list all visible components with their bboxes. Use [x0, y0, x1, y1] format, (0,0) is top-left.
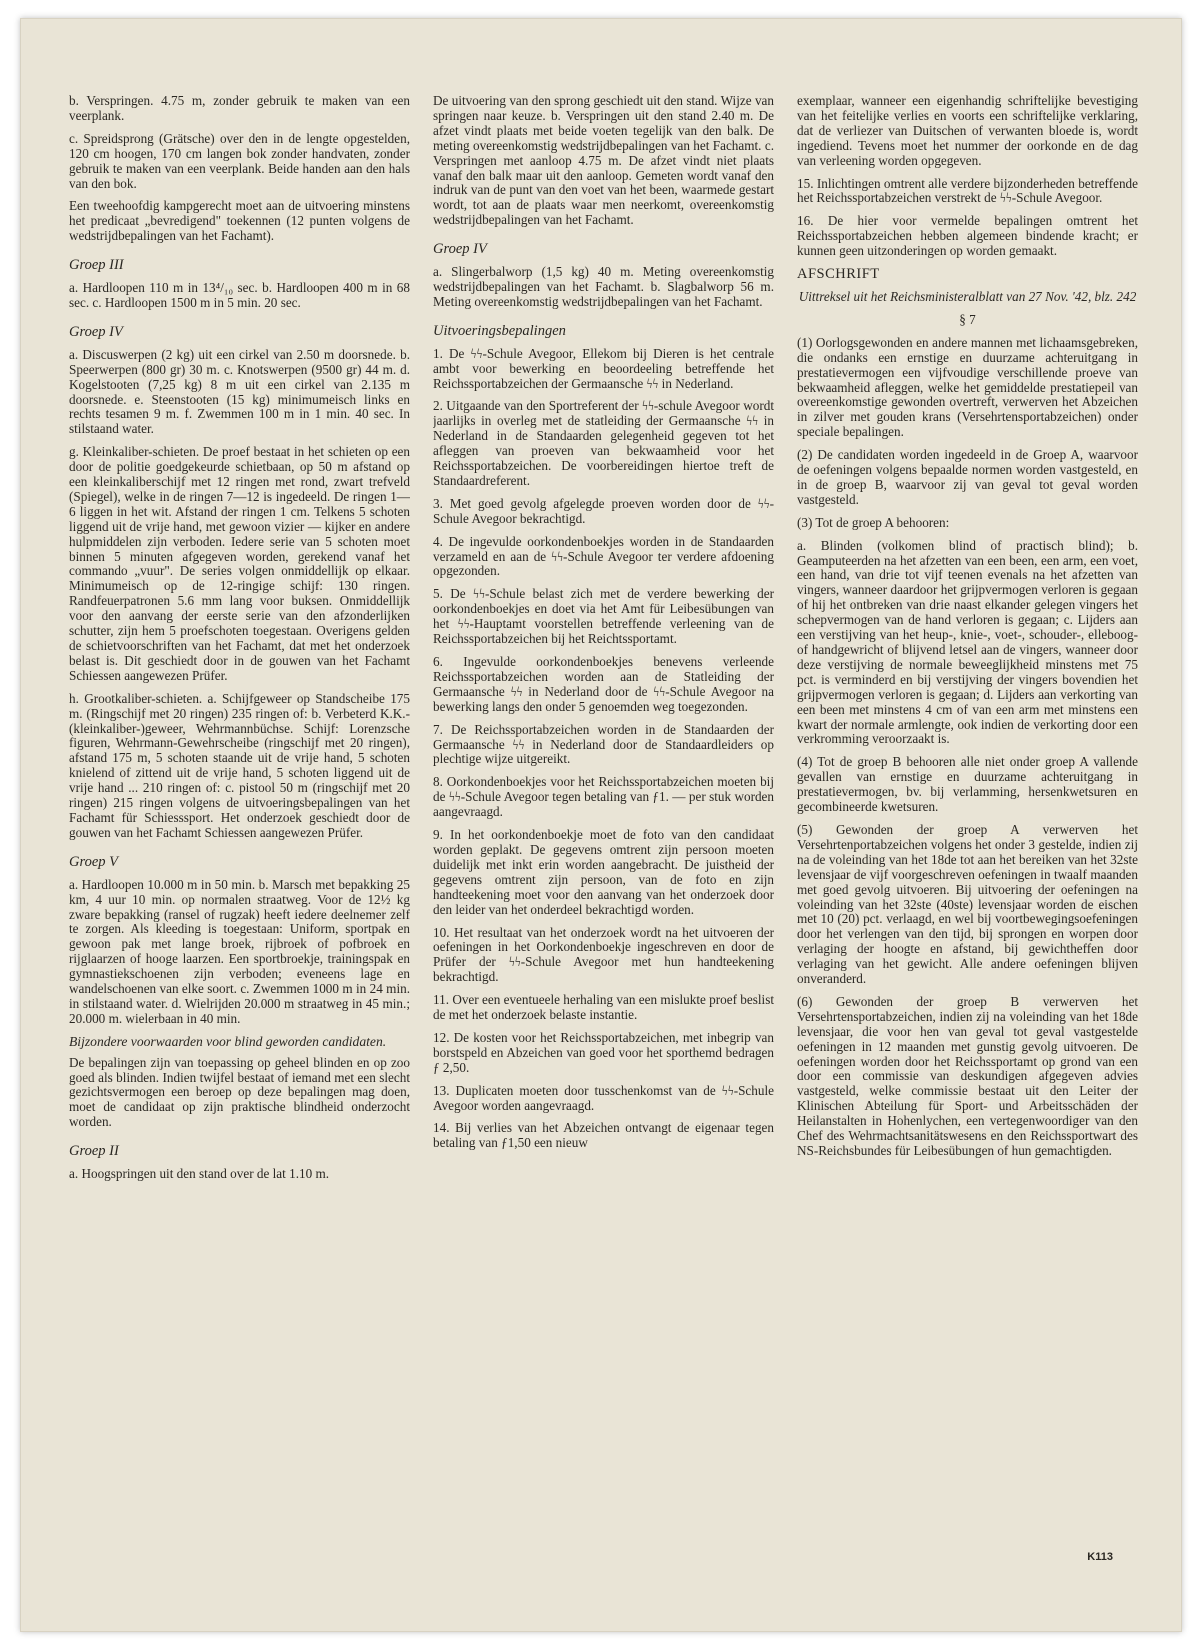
paragraph: De bepalingen zijn van toepassing op geheel blinden en op zoo goed als blinden. Indien twijfel bestaat of iemand met een slecht gezichtsvermogen een beroep op deze bepalingen mag doen, moet de candidaat op zijn praktische blindheid onderzocht worden.: [69, 1054, 410, 1130]
paragraph: 5. De ϟϟ-Schule belast zich met de verdere bewerking der oorkondenboekjes en doet via het Amt für Leibesübungen van het ϟϟ-Hauptamt voorstellen betreffende verleening van de Reichssportabzeichen bij het Reichtssportamt.: [433, 586, 774, 647]
paragraph: 6. Ingevulde oorkondenboekjes benevens verleende Reichssportabzeichen worden aan de Statleiding der Germaansche ϟϟ in Nederland door de ϟϟ-Schule Avegoor na bewerking langs den onder 5 genoemden weg toegezonden.: [433, 654, 774, 714]
section-heading: Uitvoeringsbepalingen: [433, 322, 566, 339]
paragraph: a. Blinden (volkomen blind of practisch blind); b. Geamputeerden na het afzetten van een been, een arm, een voet, een hand, van drie tot vijf teenen evenals na het afzetten van vingers, wanneer daardoor het grijpvermogen verloren is gegaan of hij het ontbreken van drie naast elkander gelegen vingers het schepvermogen van de hand verloren is gegaan; c. Lijders aan een verstijving van het heup-, knie-, voet-, schouder-, elleboog- of handgewricht of blijvend letsel aan de vingers, wanneer door deze verstijving de normale beweeglijkheid minstens met 75 pct. is verminderd en bij verstijving der vingers bovendien het grijpvermogen verloren is gegaan; d. Lijders aan verkorting van een been met minstens 4 cm of van een arm met minstens een kwart der normale armlengte, ook indien de verkorting door een verkromming veroorzaakt is.: [797, 537, 1138, 747]
paragraph: a. Hardloopen 110 m in 13⁴/₁₀ sec. b. Hardloopen 400 m in 68 sec. c. Hardloopen 1500 m in 5 min. 20 sec.: [69, 280, 410, 310]
section-heading: Groep IV: [69, 323, 123, 340]
column-right: [797, 94, 1138, 1584]
paragraph: 4. De ingevulde oorkondenboekjes worden in de Standaarden verzameld en aan de ϟϟ-Schule Avegoor ter verdere afdoening opgezonden.: [433, 533, 774, 579]
section-heading: Groep V: [69, 853, 118, 870]
paragraph: 11. Over een eventueele herhaling van een mislukte proef beslist de met het onderzoek belaste instantie.: [433, 992, 774, 1023]
column-left: [69, 94, 410, 1584]
paragraph: 12. De kosten voor het Reichssportabzeichen, met inbegrip van borstspeld en Abzeichen van goed voor het sporthemd bedragen ƒ 2,50.: [433, 1029, 774, 1075]
page-label: K113: [1087, 1551, 1113, 1563]
paragraph: (4) Tot de groep B behooren alle niet onder groep A vallende gevallen van ernstige en duurzame achteruitgang in prestatievermogen, bv. bij verlamming, hersenkwetsuren en gecombineerde kwetsuren.: [797, 754, 1138, 815]
paragraph: De uitvoering van den sprong geschiedt uit den stand. Wijze van springen naar keuze. b. Verspringen uit den stand 2.40 m. De afzet vindt plaats met beide voeten tegelijk van den balk. De meting overeenkomstig wedstrijdbepalingen van het Fachamt. c. Verspringen met aanloop 4.75 m. De afzet vindt niet plaats vanaf den balk maar uit den aanloop. Gemeten wordt vanaf den indruk van de punt van den voet van het been, waarmede gestart wordt, tot aan de plaats waar men neerkomt, overeenkomstig wedstrijdbepalingen van het Fachamt.: [433, 94, 774, 228]
section-heading: Groep III: [69, 257, 124, 274]
paragraph: a. Hardloopen 10.000 m in 50 min. b. Marsch met bepakking 25 km, 4 uur 10 min. op normalen straatweg. Voor de 12½ kg zware bepakking (ransel of rugzak) heeft iedere deelnemer zelf te zorgen. Als kleeding is toegestaan: Uniform, sportpak en gewoon pak met lange broek, rijbroek of pofbroek en rijglaarzen of hooge laarzen. Een sportbroekje, trainingspak en gymnastiekschoenen zijn verboden; eveneens lage en wandelschoenen van elke soort. c. Zwemmen 1000 m in 24 min. in stilstaand water. d. Wielrijden 20.000 m straatweg in 45 min.; 20.000 m. wielerbaan in 40 min.: [69, 876, 410, 1026]
paragraph: 13. Duplicaten moeten door tusschenkomst van de ϟϟ-Schule Avegoor worden aangevraagd.: [433, 1082, 774, 1113]
paragraph: g. Kleinkaliber-schieten. De proef bestaat in het schieten op een door de politie goedgekeurde schietbaan, op 50 m afstand op een kleinkaliberschijf met 12 ringen met rond, zwart trefveld (Spiegel), welke in de ringen 7—12 is ingedeeld. De ringen 1—6 liggen in het wit. Afstand der ringen 1 cm. Telkens 5 schoten liggend uit de vrije hand, met gewoon vizier — kijker en andere hulpmiddelen zijn verboden. Iedere serie van 5 schoten moet binnen 5 minuten afgegeven worden, gerekend vanaf het commando „vuur". De series volgen onmiddellijk op elkaar. Minimumeisch op de 12-ringige schijf: 130 ringen. Randfeuerpatronen 5.6 mm lang voor buksen. Onmiddellijk voor den aanvang der eerste serie van den afzonderlijken schutter, zijn hem 5 proefschoten toegestaan. Overigens gelden de schietvoorschriften van het Fachamt, dat met het onderzoek belast is. Dit geschiedt door in de gouwen van het Fachamt Schiessen aangewezen Prüfer.: [69, 444, 410, 683]
paragraph: (6) Gewonden der groep B verwerven het Versehrtensportabzeichen, indien zij na voleinding van het 18de levensjaar, die voor hen van geval tot geval vastgestelde oefeningen in 12 maanden met gunstig gevolg uitvoeren. De oefeningen worden door het Reichssportamt op grond van een door een commissie van deskundigen afgegeven advies vastgesteld, welke commissie bestaat uit den Leiter der Klinischen Abteilung für Sport- und Arbeitsschäden der Heilanstalten in Hohenlychen, een vertegenwoordiger van den Chef des Wehrmachtsanitätswesens en den Reichssportwart des NS-Reichsbundes für Leibesübungen of hun gemachtigden.: [797, 993, 1138, 1158]
paragraph: 1. De ϟϟ-Schule Avegoor, Ellekom bij Dieren is het centrale ambt voor bewerking en beoordeeling betreffende het Reichssportabzeichen der Germaansche ϟϟ in Nederland.: [433, 345, 774, 391]
afschrift-title: AFSCHRIFT: [797, 266, 880, 283]
paragraph: 10. Het resultaat van het onderzoek wordt na het uitvoeren der oefeningen in het Oorkondenboekje ingeschreven en door de Prüfer der ϟϟ-Schule Avegoor met hun handteekening bekrachtigd.: [433, 924, 774, 985]
paragraph: 2. Uitgaande van den Sportreferent der ϟϟ-schule Avegoor wordt jaarlijks in overleg met de statleiding der Germaansche ϟϟ in Nederland in de Standaarden gelegenheid gegeven tot het afleggen van proeven van bekwaamheid voor het Reichssportabzeichen. De voorbereidingen hiertoe treft de Standaardreferent.: [433, 398, 774, 488]
document-page: [20, 18, 1182, 1632]
paragraph: (5) Gewonden der groep A verwerven het Versehrtenportabzeichen volgens het onder 3 gestelde, indien zij na de voleinding van het 18de tot aan het bereiken van het 32ste levensjaar de vijf voorgeschreven oefeningen in twaalf maanden met goed gevolg uitvoeren. Bij uitvoering der oefeningen na voleinding van het 32ste (40ste) levensjaar worden de eischen met 10 (20) pct. verlaagd, en wel bij voortbewegingsoefeningen door het verlengen van den tijd, bij sprongen en worpen door verlaging der hoogte en afstand, bij gewichtheffen door verlaging van het gewicht. Alle andere oefeningen blijven onveranderd.: [797, 821, 1138, 987]
paragraph: c. Spreidsprong (Grätsche) over den in de lengte opgestelden, 120 cm hoogen, 170 cm langen bok zonder handvaten, zonder gebruik te maken van een veerplank. Beide handen aan den hals van den bok.: [69, 130, 410, 191]
paragraph: (2) De candidaten worden ingedeeld in de Groep A, waarvoor de oefeningen volgens bepaalde normen worden vastgesteld, en in de groep B, waarvoor zij van geval tot geval worden vastgesteld.: [797, 447, 1138, 507]
paragraph: (1) Oorlogsgewonden en andere mannen met lichaamsgebreken, die ondanks een ernstige en duurzame achteruitgang in prestatievermogen een vijfvoudige verschillende proeve van bekwaamheid afleggen, welke het gemiddelde prestatiepeil van overeenkomstige gewonden overtreft, verwerven het Abzeichen in zilver met gouden krans (Versehrtensportabzeichen) onder speciale bepalingen.: [797, 334, 1138, 440]
column-middle: [433, 94, 774, 1584]
paragraph: 16. De hier voor vermelde bepalingen omtrent het Reichssportabzeichen hebben algemeen bindende kracht; er kunnen geen uitzonderingen op worden gemaakt.: [797, 213, 1138, 259]
paragraph-sign: § 7: [959, 311, 976, 327]
subheading: Bijzondere voorwaarden voor blind geworden candidaten.: [69, 1033, 387, 1049]
paragraph: (3) Tot de groep A behooren:: [797, 514, 950, 530]
paragraph: a. Slingerbalworp (1,5 kg) 40 m. Meting overeenkomstig wedstrijdbepalingen van het Fachamt. b. Slagbalworp 56 m. Meting overeenkomstig wedstrijdbepalingen van het Fachamt.: [433, 264, 774, 309]
paragraph: exemplaar, wanneer een eigenhandig schriftelijke bevestiging van het feitelijke verlies en voorts een schriftelijke verklaring, dat de verliezer van Duitschen of verwanten bloede is, wordt ingediend. Tevens moet het nummer der oorkonde en de dag van verleening worden opgegeven.: [797, 94, 1138, 168]
text-columns: [69, 94, 1139, 1584]
paragraph: 14. Bij verlies van het Abzeichen ontvangt de eigenaar tegen betaling van ƒ1,50 een nieuw: [433, 1120, 774, 1151]
source-reference: Uittreksel uit het Reichsministeralblatt van 27 Nov. '42, blz. 242: [798, 288, 1137, 304]
paragraph: h. Grootkaliber-schieten. a. Schijfgeweer op Standscheibe 175 m. (Ringschijf met 20 ringen) 235 ringen of: b. Verbeterd K.K.- (kleinkaliber-)geweer, Wehrmannbüchse. Schijf: Lorenzsche figuren, Wehrmann-Gewehrscheibe (ringschijf met 20 ringen), afstand 175 m, 5 schoten staande uit de vrije hand, 5 schoten knielend of zittend uit de vrije hand, 5 schoten liggend uit de vrije hand ... 210 ringen of: c. pistool 50 m (ringschijf met 20 ringen) 215 ringen volgens de uitvoeringsbepalingen van het Fachamt für Schiesssport. Het onderzoek geschiedt door de gouwen van het Fachamt Schiessen aangewezen Prüfer.: [69, 690, 410, 840]
paragraph: Een tweehoofdig kampgerecht moet aan de uitvoering minstens het predicaat „bevredigend" toekennen (12 punten volgens de wedstrijdbepalingen van het Fachamt).: [69, 198, 410, 244]
paragraph: 3. Met goed gevolg afgelegde proeven worden door de ϟϟ-Schule Avegoor bekrachtigd.: [433, 495, 774, 526]
paragraph: 15. Inlichtingen omtrent alle verdere bijzonderheden betreffende het Reichssportabzeichen verstrekt de ϟϟ-Schule Avegoor.: [797, 175, 1138, 206]
paragraph: 7. De Reichssportabzeichen worden in de Standaarden der Germaansche ϟϟ in Nederland door de Standaardleiders op plechtige wijze uitgereikt.: [433, 721, 774, 767]
section-heading: Groep IV: [433, 241, 487, 258]
section-heading: Groep II: [69, 1143, 119, 1160]
paragraph: b. Verspringen. 4.75 m, zonder gebruik te maken van een veerplank.: [69, 94, 410, 123]
paragraph: a. Hoogspringen uit den stand over de lat 1.10 m.: [69, 1166, 330, 1182]
paragraph: 9. In het oorkondenboekje moet de foto van den candidaat worden geplakt. De gegevens omtrent zijn persoon moeten duidelijk met inkt erin worden aangebracht. De juistheid der gegevens omtrent zijn persoon, van de foto en zijn handteekening moet voor den aanvang van het onderzoek door den leider van het onderdeel bekrachtigd worden.: [433, 827, 774, 917]
paragraph: a. Discuswerpen (2 kg) uit een cirkel van 2.50 m doorsnede. b. Speerwerpen (800 gr) 30 m. c. Knotswerpen (9500 gr) 44 m. d. Kogelstooten (7,25 kg) 8 m uit een cirkel van 2.135 m doorsnede. e. Steenstooten (15 kg) minimumeisch links en rechts tesamen 9 m. f. Zwemmen 100 m in 1 min. 40 sec. In stilstaand water.: [69, 346, 410, 437]
paragraph: 8. Oorkondenboekjes voor het Reichssportabzeichen moeten bij de ϟϟ-Schule Avegoor tegen betaling van ƒ1. — per stuk worden aangevraagd.: [433, 774, 774, 820]
